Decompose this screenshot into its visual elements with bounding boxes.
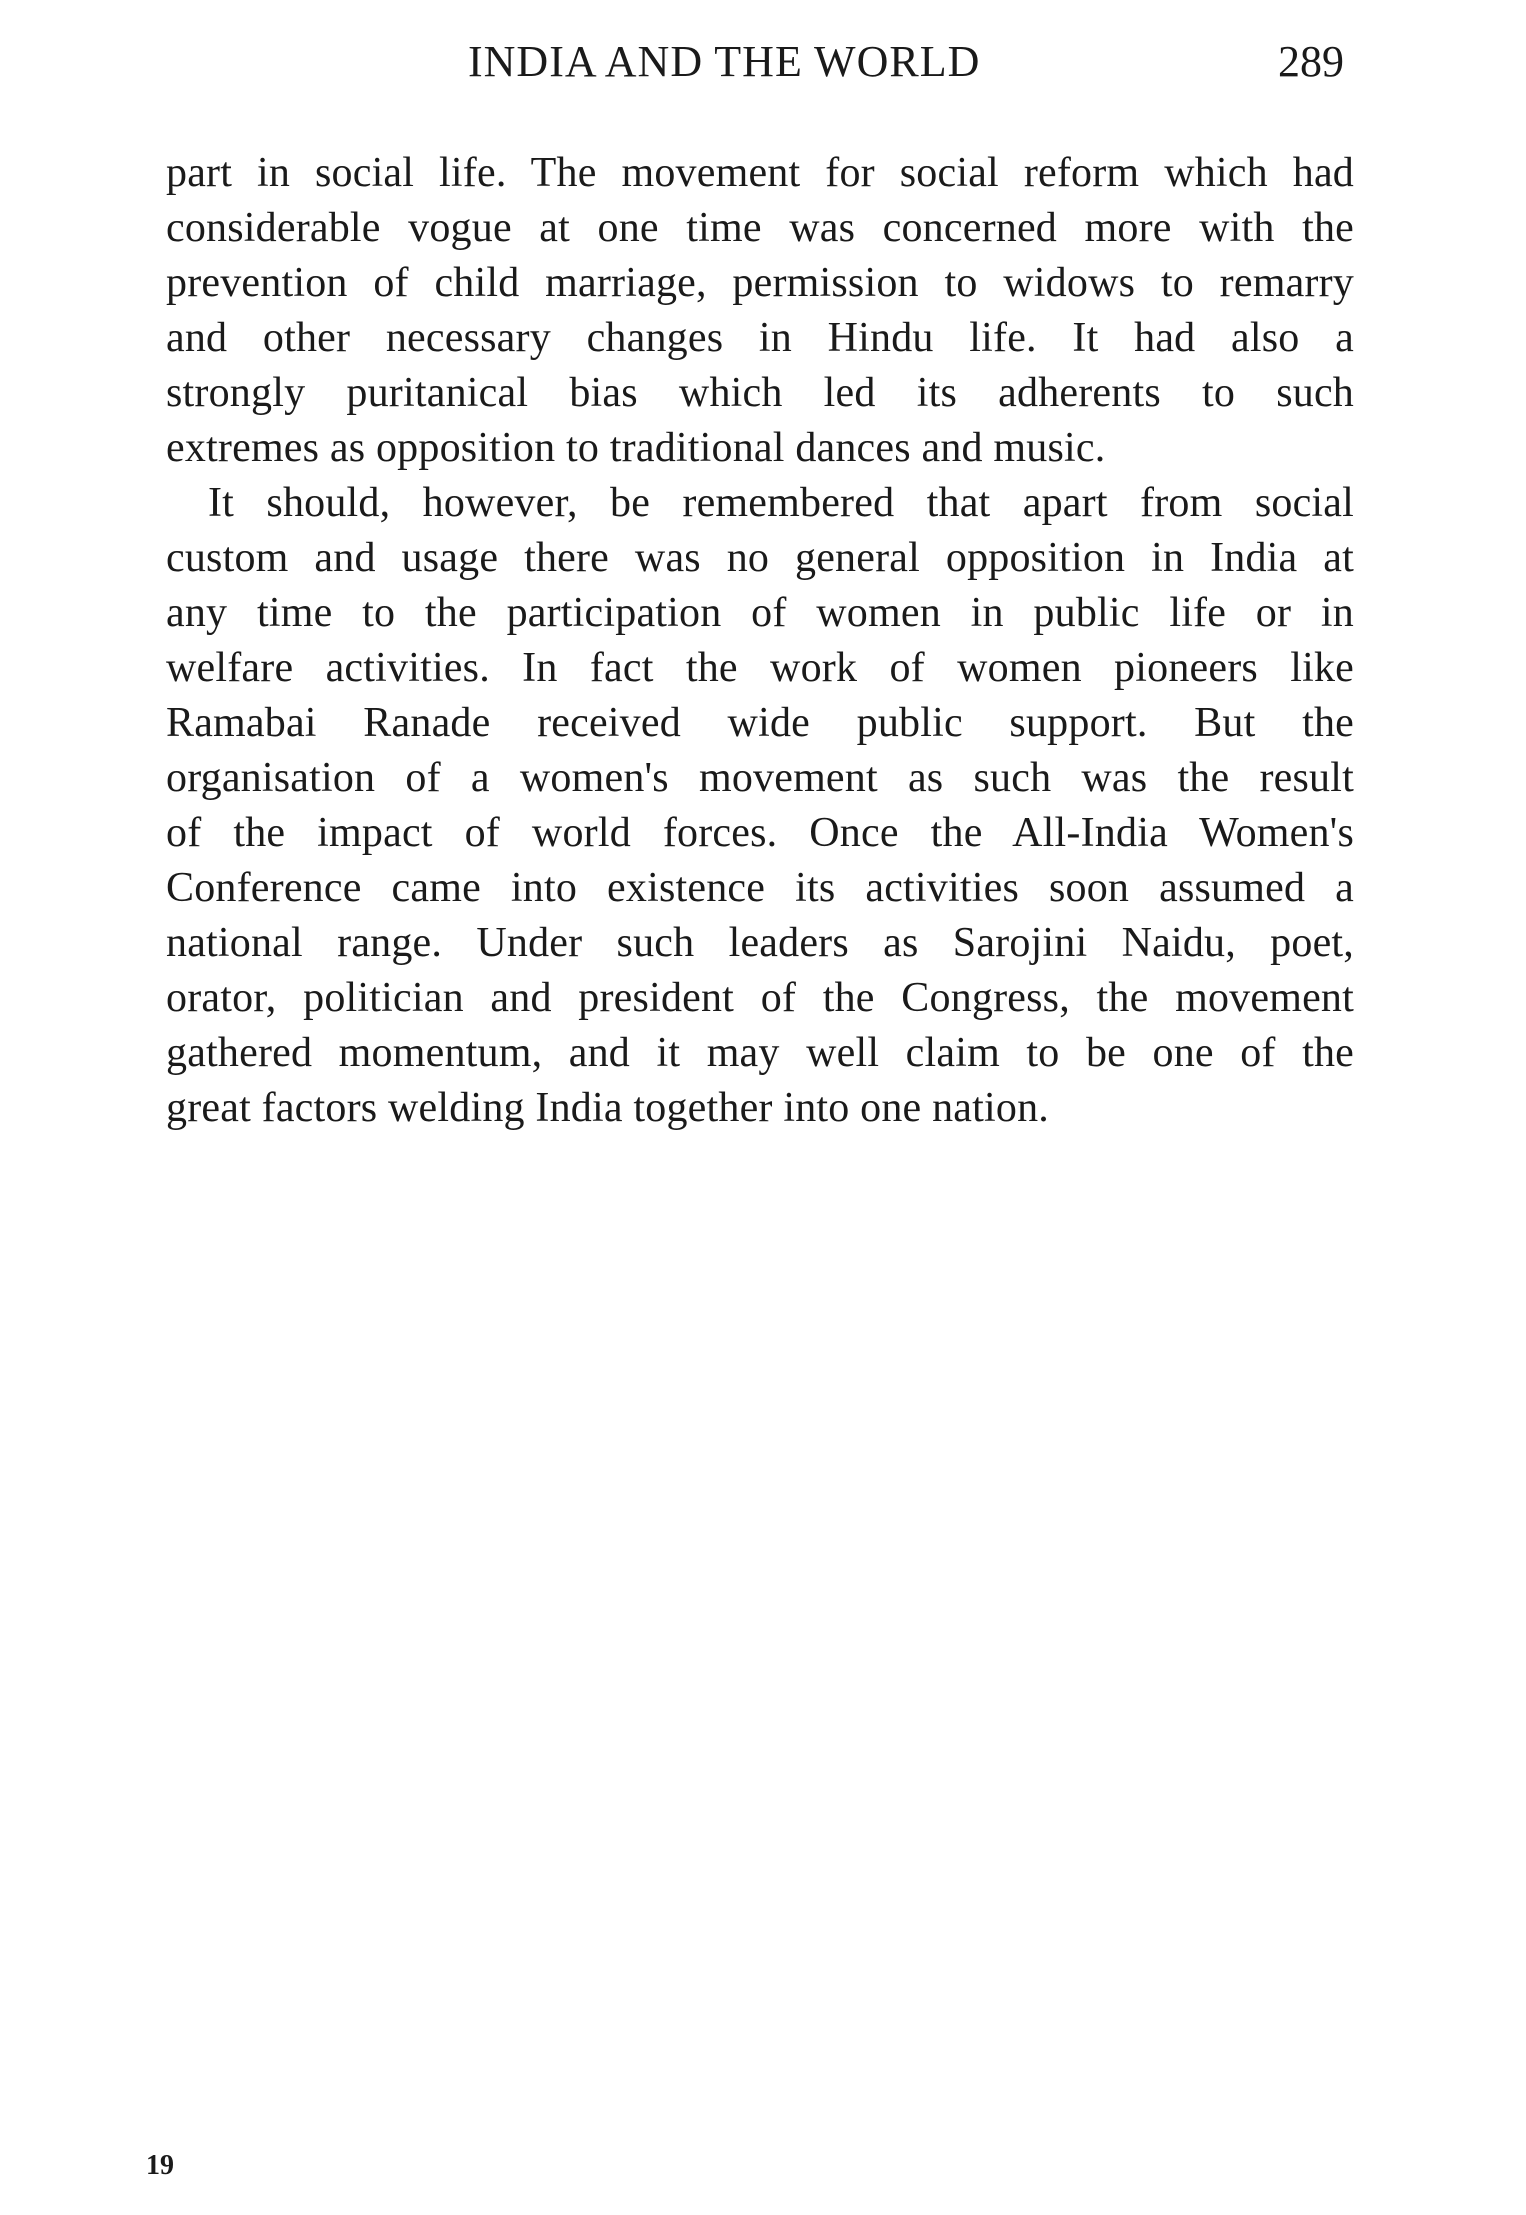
text-line: great factors welding India together into one nation. bbox=[166, 1085, 1049, 1131]
text-line: It should, however, be remembered that apart from social bbox=[208, 480, 1354, 526]
text-line: extremes as opposition to traditional dances and music. bbox=[166, 425, 1106, 471]
page-number: 289 bbox=[1278, 37, 1344, 86]
text-line: gathered momentum, and it may well claim to be one of the bbox=[166, 1030, 1354, 1076]
running-head bbox=[0, 32, 1526, 92]
text-line: welfare activities. In fact the work of women pioneers like bbox=[166, 645, 1354, 691]
text-line: of the impact of world forces. Once the All-India Women's bbox=[166, 810, 1354, 856]
running-title: INDIA AND THE WORLD bbox=[468, 37, 981, 86]
text-line: Conference came into existence its activities soon assumed a bbox=[166, 865, 1354, 911]
text-line: organisation of a women's movement as such was the result bbox=[166, 755, 1354, 801]
text-line: and other necessary changes in Hindu life. It had also a bbox=[166, 315, 1354, 361]
text-line: considerable vogue at one time was concerned more with the bbox=[166, 205, 1354, 251]
text-line: orator, politician and president of the Congress, the movement bbox=[166, 975, 1354, 1021]
text-line: prevention of child marriage, permission to widows to remarry bbox=[166, 260, 1354, 306]
text-line: any time to the participation of women in public life or in bbox=[166, 590, 1354, 636]
text-line: custom and usage there was no general opposition in India at bbox=[166, 535, 1354, 581]
signature-mark: 19 bbox=[146, 2150, 174, 2181]
text-line: strongly puritanical bias which led its adherents to such bbox=[166, 370, 1354, 416]
text-line: Ramabai Ranade received wide public support. But the bbox=[166, 700, 1354, 746]
body-text bbox=[166, 146, 1354, 1136]
text-line: part in social life. The movement for social reform which had bbox=[166, 150, 1354, 196]
text-line: national range. Under such leaders as Sarojini Naidu, poet, bbox=[166, 920, 1354, 966]
